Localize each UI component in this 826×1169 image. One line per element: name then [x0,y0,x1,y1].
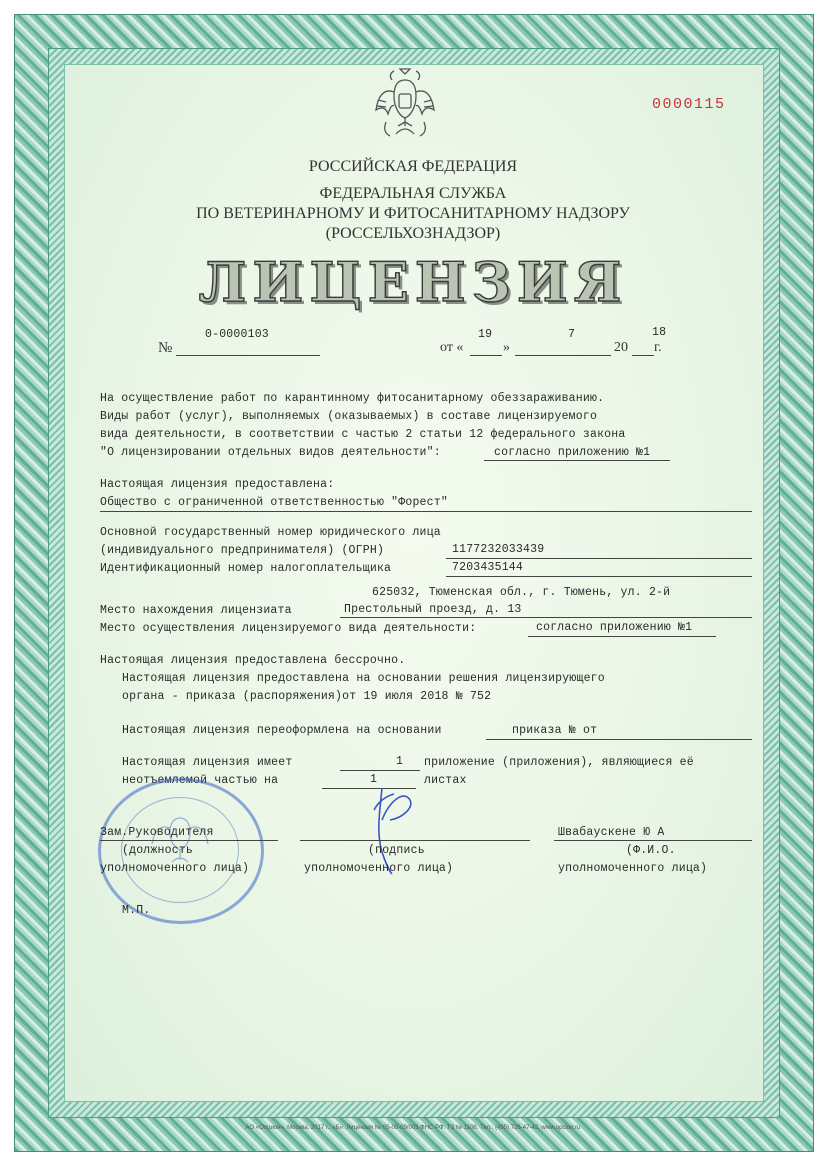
signature-underline [300,840,530,841]
inn-underline [446,576,752,577]
appendix-count: 1 [396,755,404,768]
activity-line3: вида деятельности, в соответствии с частью 2 статьи 12 федерального закона [100,428,626,441]
ogrn-value: 1177232033439 [452,543,545,556]
country-name: РОССИЙСКАЯ ФЕДЕРАЦИЯ [308,158,518,175]
ogrn-underline [446,558,752,559]
month-underline [515,355,611,356]
year-prefix: 20 [614,340,628,355]
appendix-line2-label: неотъемлемой частью на [122,774,279,787]
license-number: 0-0000103 [205,328,269,341]
appendix-line2-tail: листах [424,774,467,787]
activity-line4: "О лицензировании отдельных видов деятельности": [100,446,441,459]
date-month: 7 [568,328,576,341]
appendix-line1-label: Настоящая лицензия имеет [122,756,293,769]
basis-line2: органа - приказа (распоряжения)от 19 июля 2018 № 752 [122,690,492,703]
number-underline [176,355,320,356]
activity-place-value: согласно приложению №1 [536,621,693,634]
stamp-place-label: М.П. [122,904,151,917]
reissue-label: Настоящая лицензия переоформлена на основании [122,724,442,737]
activity-place-underline [528,636,716,637]
address-line1: 625032, Тюменская обл., г. Тюмень, ул. 2-й [372,586,671,599]
reissue-underline [486,739,752,740]
date-from-label: от « [440,340,464,355]
serial-number: 0000115 [652,96,726,113]
year-suffix: г. [654,340,662,355]
date-quote-close: » [503,340,510,355]
licensee-underline [100,511,752,512]
activity-line1: На осуществление работ по карантинному фитосанитарному обеззараживанию. [100,392,605,405]
ogrn-label-line2: (индивидуального предпринимателя) (ОГРН) [100,544,385,557]
service-name-line3: (РОССЕЛЬХОЗНАДЗОР) [325,225,501,242]
appendix-sheets: 1 [370,773,378,786]
number-label: № [158,340,173,356]
day-underline [470,355,502,356]
signatory-position: Зам.Руководителя [100,826,214,839]
reissue-value: приказа № от [512,724,598,737]
basis-line1: Настоящая лицензия предоставлена на основании решения лицензирующего [122,672,605,685]
fio-underline [554,840,752,841]
activity-underline [484,460,670,461]
signatory-fio: Швабаускене Ю А [558,826,665,839]
coat-of-arms-icon [372,66,438,148]
ogrn-label-line1: Основной государственный номер юридического лица [100,526,441,539]
position-caption1: (должность [122,844,194,857]
service-name-line2: ПО ВЕТЕРИНАРНОМУ И ФИТОСАНИТАРНОМУ НАДЗОРУ [196,205,630,222]
inn-label: Идентификационный номер налогоплательщика [100,562,392,575]
location-label: Место нахождения лицензиата [100,604,292,617]
service-name-line1: ФЕДЕРАЛЬНАЯ СЛУЖБА [319,185,507,202]
fio-caption1: (Ф.И.О. [626,844,676,857]
appendix-line1-tail: приложение (приложения), являющиеся её [424,756,694,769]
activity-value: согласно приложению №1 [494,446,651,459]
address-line2: Престольный проезд, д. 13 [344,603,522,616]
licensee-name: Общество с ограниченной ответственностью "Форест" [100,496,448,509]
activity-line2: Виды работ (услуг), выполняемых (оказываемых) в составе лицензируемого [100,410,598,423]
year-underline [632,355,654,356]
address-underline [340,617,752,618]
activity-place-label: Место осуществления лицензируемого вида деятельности: [100,622,477,635]
printer-footer: АО «Опцион», Москва, 2017 г., «Б». Лицензия № 05-05-09/003 ФНС РФ. ТЗ № 1106. Тел.: (495) 726-47-42, www.opcion.ru [245,1125,581,1131]
signature-caption2: уполномоченного лица) [304,862,454,875]
date-day: 19 [478,328,493,341]
inn-value: 7203435144 [452,561,524,574]
term-unlimited: Настоящая лицензия предоставлена бессрочно. [100,654,406,667]
licensee-label: Настоящая лицензия предоставлена: [100,478,335,491]
position-underline [100,840,278,841]
fio-caption2: уполномоченного лица) [558,862,708,875]
appendix-count-underline [340,770,420,771]
signature-caption1: (подпись [368,844,425,857]
date-year: 18 [652,326,667,339]
position-caption2: уполномоченного лица) [100,862,250,875]
document-title: ЛИЦЕНЗИЯ [198,250,628,314]
